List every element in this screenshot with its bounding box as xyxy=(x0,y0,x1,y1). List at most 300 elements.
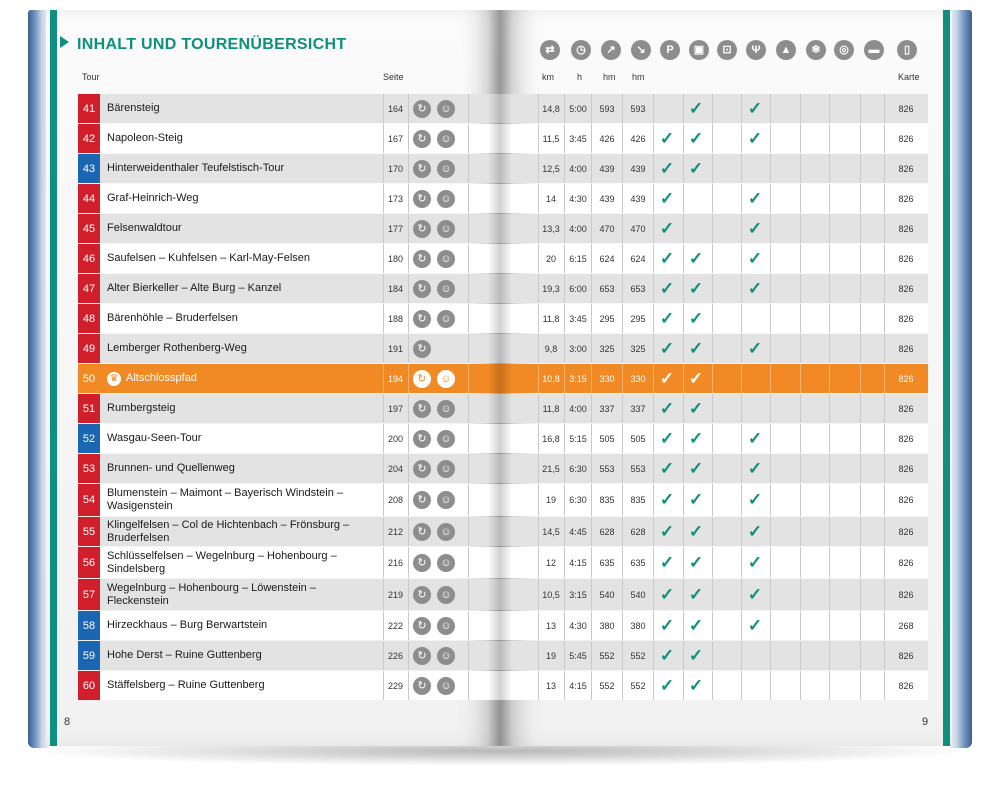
cell-hm2: 426 xyxy=(630,133,646,144)
tour-name[interactable] xyxy=(107,547,377,578)
column-divider xyxy=(741,547,742,578)
column-divider xyxy=(653,124,654,153)
family-bear-icon: ☺ xyxy=(437,280,455,298)
header-karte: Karte xyxy=(898,72,920,82)
cell-h: 4:30 xyxy=(569,193,587,204)
round-trip-icon: ↻ xyxy=(413,491,431,509)
cell-karte: 268 xyxy=(898,620,914,631)
cell-karte: 826 xyxy=(898,193,914,204)
column-divider xyxy=(800,154,801,183)
cell-hm2: 635 xyxy=(630,557,646,568)
check-icon: ✓ xyxy=(688,521,704,541)
tour-name-text: Altschlosspfad xyxy=(126,372,197,384)
column-divider xyxy=(653,184,654,213)
column-divider xyxy=(770,671,771,700)
column-divider xyxy=(712,364,713,393)
check-icon: ✓ xyxy=(747,552,763,572)
column-divider xyxy=(800,579,801,610)
tour-name-text: Klingelfelsen – Col de Hichtenbach – Frönsburg – Bruderfelsen xyxy=(107,518,350,544)
check-icon: ✓ xyxy=(659,308,675,328)
family-bear-icon: ☺ xyxy=(437,586,455,604)
cell-hm2: 325 xyxy=(630,343,646,354)
check-icon: ✓ xyxy=(747,188,763,208)
column-divider xyxy=(800,94,801,123)
cell-karte: 826 xyxy=(898,253,914,264)
column-divider xyxy=(860,154,861,183)
column-divider xyxy=(770,364,771,393)
column-divider xyxy=(829,274,830,303)
family-bear-icon: ☺ xyxy=(437,554,455,572)
column-divider xyxy=(770,394,771,423)
column-divider xyxy=(741,641,742,670)
family-bear-icon: ☺ xyxy=(437,130,455,148)
cell-seite: 204 xyxy=(387,463,404,474)
column-divider xyxy=(829,214,830,243)
column-divider xyxy=(468,274,469,303)
cell-h: 4:15 xyxy=(569,557,587,568)
column-divider xyxy=(683,424,684,453)
column-divider xyxy=(829,334,830,363)
column-divider xyxy=(770,484,771,516)
tour-name-text: Saufelsen – Kuhfelsen – Karl-May-Felsen xyxy=(107,252,310,264)
column-divider xyxy=(408,364,409,393)
column-divider xyxy=(712,274,713,303)
left-page-accent-bar xyxy=(50,10,57,746)
column-divider xyxy=(829,454,830,483)
tour-name-text: Lemberger Rothenberg-Weg xyxy=(107,342,247,354)
tour-name[interactable] xyxy=(107,364,377,393)
cell-km: 14,5 xyxy=(542,526,560,537)
check-icon: ✓ xyxy=(659,278,675,298)
column-divider xyxy=(683,611,684,640)
family-bear-icon: ☺ xyxy=(437,400,455,418)
column-divider xyxy=(800,214,801,243)
column-divider xyxy=(860,424,861,453)
column-divider xyxy=(800,424,801,453)
check-icon: ✓ xyxy=(659,458,675,478)
cell-km: 10,5 xyxy=(542,589,560,600)
tour-name-text: Wegelnburg – Hohenbourg – Löwenstein – Fleckenstein xyxy=(107,581,316,607)
cell-seite: 177 xyxy=(387,223,404,234)
check-icon: ✓ xyxy=(688,98,704,118)
column-divider xyxy=(800,334,801,363)
column-divider xyxy=(800,484,801,516)
winter-icon: ❄ xyxy=(806,40,826,60)
cell-hm1: 540 xyxy=(599,589,615,600)
column-divider xyxy=(860,94,861,123)
check-icon: ✓ xyxy=(688,428,704,448)
column-divider xyxy=(712,154,713,183)
tour-number: 51 xyxy=(78,394,100,423)
cell-hm2: 540 xyxy=(630,589,646,600)
tour-name[interactable] xyxy=(107,454,377,483)
check-icon: ✓ xyxy=(688,490,704,509)
column-divider xyxy=(468,671,469,700)
clock-icon: ◷ xyxy=(571,40,591,60)
column-divider xyxy=(860,364,861,393)
column-divider xyxy=(860,579,861,610)
column-divider xyxy=(653,274,654,303)
header-tour: Tour xyxy=(82,72,100,82)
column-divider xyxy=(653,484,654,516)
round-trip-icon: ↻ xyxy=(413,400,431,418)
column-divider xyxy=(829,364,830,393)
column-divider xyxy=(712,334,713,363)
tour-name[interactable] xyxy=(107,484,377,516)
cell-seite: 194 xyxy=(387,373,404,384)
cell-hm1: 470 xyxy=(599,223,615,234)
column-divider xyxy=(683,547,684,578)
column-divider xyxy=(800,671,801,700)
family-bear-icon: ☺ xyxy=(437,220,455,238)
column-divider xyxy=(770,244,771,273)
map-icon: ▯ xyxy=(897,40,917,60)
column-divider xyxy=(653,244,654,273)
round-trip-icon: ↻ xyxy=(413,523,431,541)
column-divider xyxy=(408,94,409,123)
column-divider xyxy=(800,394,801,423)
column-divider xyxy=(468,579,469,610)
round-trip-icon: ↻ xyxy=(413,647,431,665)
cell-hm2: 337 xyxy=(630,403,646,414)
cell-karte: 826 xyxy=(898,163,914,174)
column-divider xyxy=(800,454,801,483)
cell-hm2: 380 xyxy=(630,620,646,631)
column-divider xyxy=(829,547,830,578)
cell-seite: 180 xyxy=(387,253,404,264)
column-divider xyxy=(468,424,469,453)
round-trip-icon: ↻ xyxy=(413,310,431,328)
tour-name-text: Stäffelsberg – Ruine Guttenberg xyxy=(107,679,265,691)
cell-h: 5:45 xyxy=(569,650,587,661)
check-icon: ✓ xyxy=(659,248,675,268)
round-trip-icon: ↻ xyxy=(413,220,431,238)
column-divider xyxy=(468,517,469,546)
cell-h: 5:15 xyxy=(569,433,587,444)
tour-name[interactable] xyxy=(107,671,377,700)
cell-hm2: 552 xyxy=(630,680,646,691)
cell-hm2: 835 xyxy=(630,495,646,505)
tour-name[interactable] xyxy=(107,94,377,123)
check-icon: ✓ xyxy=(747,521,763,541)
header-h: h xyxy=(577,72,583,82)
cell-seite: 200 xyxy=(387,433,404,444)
column-divider xyxy=(829,244,830,273)
tour-name[interactable] xyxy=(107,579,377,610)
column-divider xyxy=(683,124,684,153)
tour-number: 41 xyxy=(78,94,100,123)
column-divider xyxy=(408,334,409,363)
column-divider xyxy=(468,364,469,393)
cell-hm2: 653 xyxy=(630,283,646,294)
cell-hm2: 439 xyxy=(630,163,646,174)
column-divider xyxy=(741,517,742,546)
check-icon: ✓ xyxy=(688,675,704,695)
column-divider xyxy=(860,394,861,423)
column-divider xyxy=(741,454,742,483)
column-divider xyxy=(712,304,713,333)
header-hm-ascent: hm xyxy=(603,72,616,82)
tour-name-text: Napoleon-Steig xyxy=(107,132,183,144)
check-icon: ✓ xyxy=(747,98,763,118)
cell-hm1: 325 xyxy=(599,343,615,354)
column-divider xyxy=(860,214,861,243)
column-divider xyxy=(741,274,742,303)
column-divider xyxy=(860,671,861,700)
column-divider xyxy=(468,244,469,273)
round-trip-icon: ↻ xyxy=(413,340,431,358)
check-icon: ✓ xyxy=(659,615,675,635)
tour-name-text: Graf-Heinrich-Weg xyxy=(107,192,199,204)
column-divider xyxy=(741,154,742,183)
column-divider xyxy=(741,394,742,423)
cell-h: 6:00 xyxy=(569,283,587,294)
tour-name[interactable] xyxy=(107,394,377,423)
column-divider xyxy=(741,334,742,363)
column-divider xyxy=(741,484,742,516)
column-divider xyxy=(468,214,469,243)
round-trip-icon: ↻ xyxy=(413,460,431,478)
tour-name[interactable] xyxy=(107,611,377,640)
check-icon: ✓ xyxy=(688,645,704,665)
column-divider xyxy=(408,641,409,670)
cell-km: 13 xyxy=(545,620,556,631)
column-divider xyxy=(829,484,830,516)
cell-karte: 826 xyxy=(898,495,914,505)
tour-number: 57 xyxy=(78,579,100,610)
tour-name-text: Rumbergsteig xyxy=(107,402,176,414)
tour-name[interactable] xyxy=(107,424,377,453)
tour-name-text: Wasgau-Seen-Tour xyxy=(107,432,202,444)
column-divider xyxy=(653,394,654,423)
check-icon: ✓ xyxy=(747,218,763,238)
cell-h: 6:30 xyxy=(569,463,587,474)
tour-number: 58 xyxy=(78,611,100,640)
tour-name[interactable] xyxy=(107,154,377,183)
family-bear-icon: ☺ xyxy=(437,430,455,448)
column-divider xyxy=(741,94,742,123)
cell-km: 10,8 xyxy=(542,373,560,384)
cell-hm2: 330 xyxy=(630,373,646,384)
check-icon: ✓ xyxy=(688,552,704,572)
parking-icon: P xyxy=(660,40,680,60)
column-divider xyxy=(653,611,654,640)
cell-km: 14,8 xyxy=(542,103,560,114)
page-title-text: INHALT UND TOURENÜBERSICHT xyxy=(77,36,347,53)
cell-karte: 826 xyxy=(898,373,914,384)
column-divider xyxy=(829,517,830,546)
check-icon: ✓ xyxy=(688,128,704,148)
column-divider xyxy=(683,154,684,183)
cell-hm1: 593 xyxy=(599,103,615,114)
check-icon: ✓ xyxy=(659,398,675,418)
check-icon: ✓ xyxy=(688,158,704,178)
cell-hm1: 624 xyxy=(599,253,615,264)
tour-name[interactable] xyxy=(107,184,377,213)
cell-hm1: 628 xyxy=(599,526,615,537)
tour-name[interactable] xyxy=(107,244,377,273)
cell-hm2: 552 xyxy=(630,650,646,661)
cell-km: 11,8 xyxy=(542,313,560,324)
cell-km: 16,8 xyxy=(542,433,560,444)
column-divider xyxy=(683,274,684,303)
column-divider xyxy=(653,517,654,546)
column-divider xyxy=(860,124,861,153)
tour-name-text: Hirzeckhaus – Burg Berwartstein xyxy=(107,619,268,631)
column-divider xyxy=(653,547,654,578)
page-number-left: 8 xyxy=(64,716,71,728)
tour-name-text: Brunnen- und Quellenweg xyxy=(107,462,235,474)
cell-h: 3:00 xyxy=(569,343,587,354)
summit-icon: ▲ xyxy=(776,40,796,60)
cell-hm1: 653 xyxy=(599,283,615,294)
column-divider xyxy=(683,394,684,423)
tour-name[interactable] xyxy=(107,214,377,243)
column-divider xyxy=(829,184,830,213)
column-divider xyxy=(468,547,469,578)
check-icon: ✓ xyxy=(659,428,675,448)
tour-number: 43 xyxy=(78,154,100,183)
check-icon: ✓ xyxy=(688,248,704,268)
column-divider xyxy=(683,484,684,516)
cell-karte: 826 xyxy=(898,313,914,324)
ascent-icon: ↗ xyxy=(601,40,621,60)
tour-name-text: Alter Bierkeller – Alte Burg – Kanzel xyxy=(107,282,282,294)
cell-km: 9,8 xyxy=(544,343,558,354)
tour-name[interactable] xyxy=(107,334,377,363)
column-divider xyxy=(683,94,684,123)
cell-seite: 219 xyxy=(387,589,404,600)
tour-number: 47 xyxy=(78,274,100,303)
header-km: km xyxy=(542,72,554,82)
column-divider xyxy=(653,304,654,333)
cell-seite: 226 xyxy=(387,650,404,661)
round-trip-icon: ↻ xyxy=(413,554,431,572)
column-divider xyxy=(468,611,469,640)
column-divider xyxy=(408,517,409,546)
column-divider xyxy=(860,334,861,363)
book-gutter-shadow xyxy=(488,10,512,746)
cell-hm1: 439 xyxy=(599,163,615,174)
cell-km: 12 xyxy=(545,557,556,568)
cell-hm1: 337 xyxy=(599,403,615,414)
column-divider xyxy=(653,641,654,670)
tour-name[interactable] xyxy=(107,641,377,670)
check-icon: ✓ xyxy=(747,428,763,448)
round-trip-icon: ↻ xyxy=(413,617,431,635)
family-bear-icon: ☺ xyxy=(437,523,455,541)
cell-hm1: 380 xyxy=(599,620,615,631)
tour-number: 46 xyxy=(78,244,100,273)
public-transport-icon: ▣ xyxy=(689,40,709,60)
column-divider xyxy=(653,334,654,363)
check-icon: ✓ xyxy=(688,615,704,635)
column-divider xyxy=(683,334,684,363)
tour-number: 54 xyxy=(78,484,100,516)
tour-name-text: Hinterweidenthaler Teufelstisch-Tour xyxy=(107,162,285,174)
tour-name[interactable] xyxy=(107,274,377,303)
tour-number: 52 xyxy=(78,424,100,453)
cell-km: 19 xyxy=(545,495,556,505)
tour-name[interactable] xyxy=(107,304,377,333)
column-divider xyxy=(860,517,861,546)
tour-name[interactable] xyxy=(107,124,377,153)
cell-h: 4:30 xyxy=(569,620,587,631)
cell-hm1: 439 xyxy=(599,193,615,204)
column-divider xyxy=(770,274,771,303)
column-divider xyxy=(800,547,801,578)
cell-karte: 826 xyxy=(898,463,914,474)
column-divider xyxy=(770,154,771,183)
family-bear-icon: ☺ xyxy=(437,190,455,208)
page-number-right: 9 xyxy=(922,716,929,728)
column-divider xyxy=(683,671,684,700)
column-divider xyxy=(829,671,830,700)
cell-km: 12,5 xyxy=(542,163,560,174)
column-divider xyxy=(800,517,801,546)
check-icon: ✓ xyxy=(688,308,704,328)
tour-name[interactable] xyxy=(107,517,377,546)
round-trip-icon: ↻ xyxy=(413,677,431,695)
column-divider xyxy=(800,364,801,393)
column-divider xyxy=(860,484,861,516)
tour-name-text: Felsenwaldtour xyxy=(107,222,182,234)
cell-km: 14 xyxy=(545,193,556,204)
column-divider xyxy=(741,611,742,640)
round-trip-icon: ↻ xyxy=(413,130,431,148)
round-trip-icon: ↻ xyxy=(413,430,431,448)
round-trip-icon: ↻ xyxy=(413,250,431,268)
round-trip-icon: ↻ xyxy=(413,160,431,178)
column-divider xyxy=(408,154,409,183)
column-divider xyxy=(860,547,861,578)
tour-number: 50 xyxy=(78,364,100,393)
tour-number: 45 xyxy=(78,214,100,243)
tour-number: 42 xyxy=(78,124,100,153)
column-divider xyxy=(741,424,742,453)
column-divider xyxy=(770,641,771,670)
column-divider xyxy=(860,304,861,333)
column-divider xyxy=(408,394,409,423)
check-icon: ✓ xyxy=(659,158,675,178)
cell-seite: 173 xyxy=(387,193,404,204)
check-icon: ✓ xyxy=(659,490,675,509)
check-icon: ✓ xyxy=(659,218,675,238)
column-divider xyxy=(800,184,801,213)
column-divider xyxy=(829,154,830,183)
cell-h: 4:00 xyxy=(569,163,587,174)
column-divider xyxy=(683,517,684,546)
column-divider xyxy=(770,424,771,453)
column-divider xyxy=(741,579,742,610)
column-divider xyxy=(653,454,654,483)
column-divider xyxy=(712,671,713,700)
cell-h: 4:15 xyxy=(569,680,587,691)
column-divider xyxy=(683,304,684,333)
column-divider xyxy=(829,94,830,123)
restaurant-icon: Ψ xyxy=(746,40,766,60)
check-icon: ✓ xyxy=(747,128,763,148)
family-bear-icon: ☺ xyxy=(437,160,455,178)
cell-hm1: 553 xyxy=(599,463,615,474)
column-divider xyxy=(408,184,409,213)
header-seite: Seite xyxy=(383,72,404,82)
column-divider xyxy=(468,394,469,423)
check-icon: ✓ xyxy=(747,278,763,298)
cell-hm1: 552 xyxy=(599,650,615,661)
column-divider xyxy=(653,424,654,453)
column-divider xyxy=(468,454,469,483)
